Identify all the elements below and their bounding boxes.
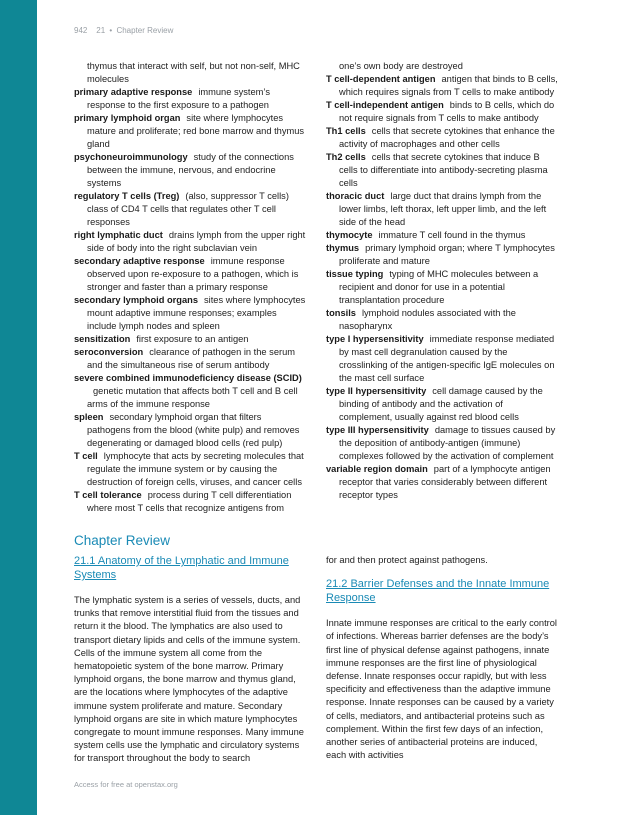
glossary-term: spleen [74, 412, 104, 422]
glossary-term: T cell tolerance [74, 490, 142, 500]
glossary-entry [74, 112, 306, 151]
glossary-definition: primary lymphoid organ; where T lymphocytes proliferate and mature [339, 243, 555, 266]
glossary-definition: part of a lymphocyte antigen receptor that varies considerably between different receptor types [339, 464, 551, 500]
chapter-review-heading: Chapter Review [74, 533, 171, 548]
section-21-1-summary: The lymphatic system is a series of vessels, ducts, and trunks that remove interstitial fluid from the tissues and return it the blood. The lymphatics are also used to transport dietary lipids and cells of the immune system. Cells of the immune system all come from the hematopoietic system of the bone marrow. Primary lymphoid organs, the bone marrow and thymus gland, are the locations where lymphocytes of the adaptive immune system proliferate and mature. Secondary lymphoid organs are site in which mature lymphocytes congregate to mount immune responses. Many immune system cells use the lymphatic and circulatory systems for transport throughout the body to search [74, 595, 304, 764]
glossary-term: type II hypersensitivity [326, 386, 427, 396]
glossary-entry [326, 60, 558, 73]
glossary-entry [326, 73, 558, 99]
glossary-entry [326, 242, 558, 268]
glossary-term: thymus [326, 243, 360, 253]
glossary-definition: sites where lymphocytes mount adaptive immune responses; examples include lymph nodes and spleen [87, 295, 306, 331]
glossary-definition: secondary lymphoid organ that filters pathogens from the blood (white pulp) and removes degenerating or damaged blood cells (red pulp) [87, 412, 300, 448]
glossary-entry [74, 333, 306, 346]
glossary-term: seroconversion [74, 347, 144, 357]
glossary-entry [326, 151, 558, 190]
glossary-definition: cells that secrete cytokines that enhance the activity of macrophages and other cells [339, 126, 555, 149]
glossary-term: severe combined immunodeficiency disease (SCID) [74, 373, 302, 383]
chapter-review-left [74, 554, 306, 766]
glossary-definition: lymphocyte that acts by secreting molecules that regulate the immune system or by causing the destruction of foreign cells, viruses, and cancer cells [87, 451, 304, 487]
footer-access-text: Access for free at openstax.org [74, 780, 178, 789]
glossary-definition: antigen that binds to B cells, which requires signals from T cells to make antibody [339, 74, 558, 97]
glossary-term: secondary adaptive response [74, 256, 205, 266]
glossary-entry [326, 424, 558, 463]
section-21-2-summary: Innate immune responses are critical to the early control of infections. Whereas barrier defenses are the body’s first line of physical defense against pathogens, innate immune responses are the first line of physiological defense. Innate responses occur rapidly, but with less specificity and effectiveness than the adaptive immune response. Innate responses can be caused by a variety of cells, mediators, and antibacterial proteins such as complement. Within the first few days of an infection, another series of antibacterial proteins are induced, each with activities [326, 618, 557, 761]
glossary-term: primary lymphoid organ [74, 113, 181, 123]
glossary-definition: large duct that drains lymph from the lower limbs, left thorax, left upper limb, and the left side of the head [339, 191, 547, 227]
page-number: 942 [74, 26, 88, 35]
glossary-definition: one’s own body are destroyed [339, 61, 463, 71]
glossary-entry [74, 86, 306, 112]
glossary-entry [74, 60, 306, 86]
glossary-definition: immediate response mediated by mast cell degranulation caused by the crosslinking of the antigen-specific IgE molecules on the mast cell surface [339, 334, 555, 383]
glossary-term: thymocyte [326, 230, 373, 240]
glossary-entry [326, 307, 558, 333]
glossary-entry [326, 190, 558, 229]
section-name: Chapter Review [116, 26, 174, 35]
glossary-entry [74, 151, 306, 190]
glossary-term: primary adaptive response [74, 87, 193, 97]
glossary-definition: cells that secrete cytokines that induce B cells to differentiate into antibody-secreting plasma cells [339, 152, 548, 188]
glossary-entry [326, 125, 558, 151]
glossary-definition: thymus that interact with self, but not non-self, MHC molecules [87, 61, 300, 84]
chapter-number: 21 [96, 26, 106, 35]
glossary-left-column [74, 60, 306, 515]
glossary-term: regulatory T cells (Treg) [74, 191, 180, 201]
glossary-term: psychoneuroimmunology [74, 152, 188, 162]
glossary-definition: study of the connections between the immune, nervous, and endocrine systems [87, 152, 294, 188]
glossary-definition: lymphoid nodules associated with the nasopharynx [339, 308, 516, 331]
glossary-term: T cell-dependent antigen [326, 74, 436, 84]
glossary-entry [326, 463, 558, 502]
glossary-entry [326, 385, 558, 424]
glossary-entry [326, 333, 558, 385]
glossary-definition: drains lymph from the upper right side of body into the right subclavian vein [87, 230, 306, 253]
chapter-review-right [326, 554, 558, 762]
glossary-term: sensitization [74, 334, 131, 344]
glossary-entry [74, 372, 306, 411]
glossary-term: T cell-independent antigen [326, 100, 444, 110]
running-header [74, 26, 173, 35]
glossary-definition: genetic mutation that affects both T cell and B cell arms of the immune response [87, 386, 298, 409]
section-21-1-link[interactable]: 21.1 Anatomy of the Lymphatic and Immune Systems [74, 555, 289, 581]
glossary-term: type III hypersensitivity [326, 425, 429, 435]
section-21-1-summary-continued: for and then protect against pathogens. [326, 555, 488, 565]
glossary-term: thoracic duct [326, 191, 385, 201]
glossary-definition: binds to B cells, which do not require signals from T cells to make antibody [339, 100, 555, 123]
section-21-2-link[interactable]: 21.2 Barrier Defenses and the Innate Immune Response [326, 578, 550, 605]
glossary-definition: clearance of pathogen in the serum and the simultaneous rise of serum antibody [87, 347, 295, 370]
glossary-entry [74, 255, 306, 294]
glossary-definition: (also, suppressor T cells) class of CD4 T cells that regulates other T cell responses [87, 191, 289, 227]
glossary-definition: immature T cell found in the thymus [378, 230, 526, 240]
glossary-entry [74, 450, 306, 489]
glossary-term: tonsils [326, 308, 356, 318]
glossary-entry [326, 229, 558, 242]
glossary-definition: typing of MHC molecules between a recipient and donor for use in a potential transplantation procedure [339, 269, 539, 305]
glossary-definition: site where lymphocytes mature and proliferate; red bone marrow and thymus gland [87, 113, 305, 149]
glossary-term: secondary lymphoid organs [74, 295, 198, 305]
glossary-term: type I hypersensitivity [326, 334, 424, 344]
glossary-entry [74, 229, 306, 255]
glossary-right-column [326, 60, 558, 502]
glossary-term: Th1 cells [326, 126, 366, 136]
glossary-definition: cell damage caused by the binding of antibody and the activation of complement, usually against red blood cells [339, 386, 543, 422]
glossary-term: right lymphatic duct [74, 230, 163, 240]
glossary-entry [74, 294, 306, 333]
glossary-entry [74, 346, 306, 372]
glossary-term: tissue typing [326, 269, 384, 279]
glossary-entry [74, 411, 306, 450]
glossary-definition: damage to tissues caused by the deposition of antibody-antigen (immune) complexes followed by the activation of complement [339, 425, 556, 461]
header-bullet: • [109, 26, 113, 35]
glossary-entry [74, 190, 306, 229]
glossary-definition: immune response observed upon re-exposure to a pathogen, which is stronger and faster than a primary response [87, 256, 299, 292]
glossary-term: T cell [74, 451, 98, 461]
glossary-term: variable region domain [326, 464, 428, 474]
glossary-entry [326, 268, 558, 307]
glossary-definition: process during T cell differentiation where most T cells that recognize antigens from [87, 490, 292, 513]
glossary-term: Th2 cells [326, 152, 366, 162]
glossary-entry [326, 99, 558, 125]
glossary-definition: immune system’s response to the first exposure to a pathogen [87, 87, 270, 110]
glossary-definition: first exposure to an antigen [136, 334, 249, 344]
chapter-color-band [0, 0, 37, 815]
glossary-entry [74, 489, 306, 515]
